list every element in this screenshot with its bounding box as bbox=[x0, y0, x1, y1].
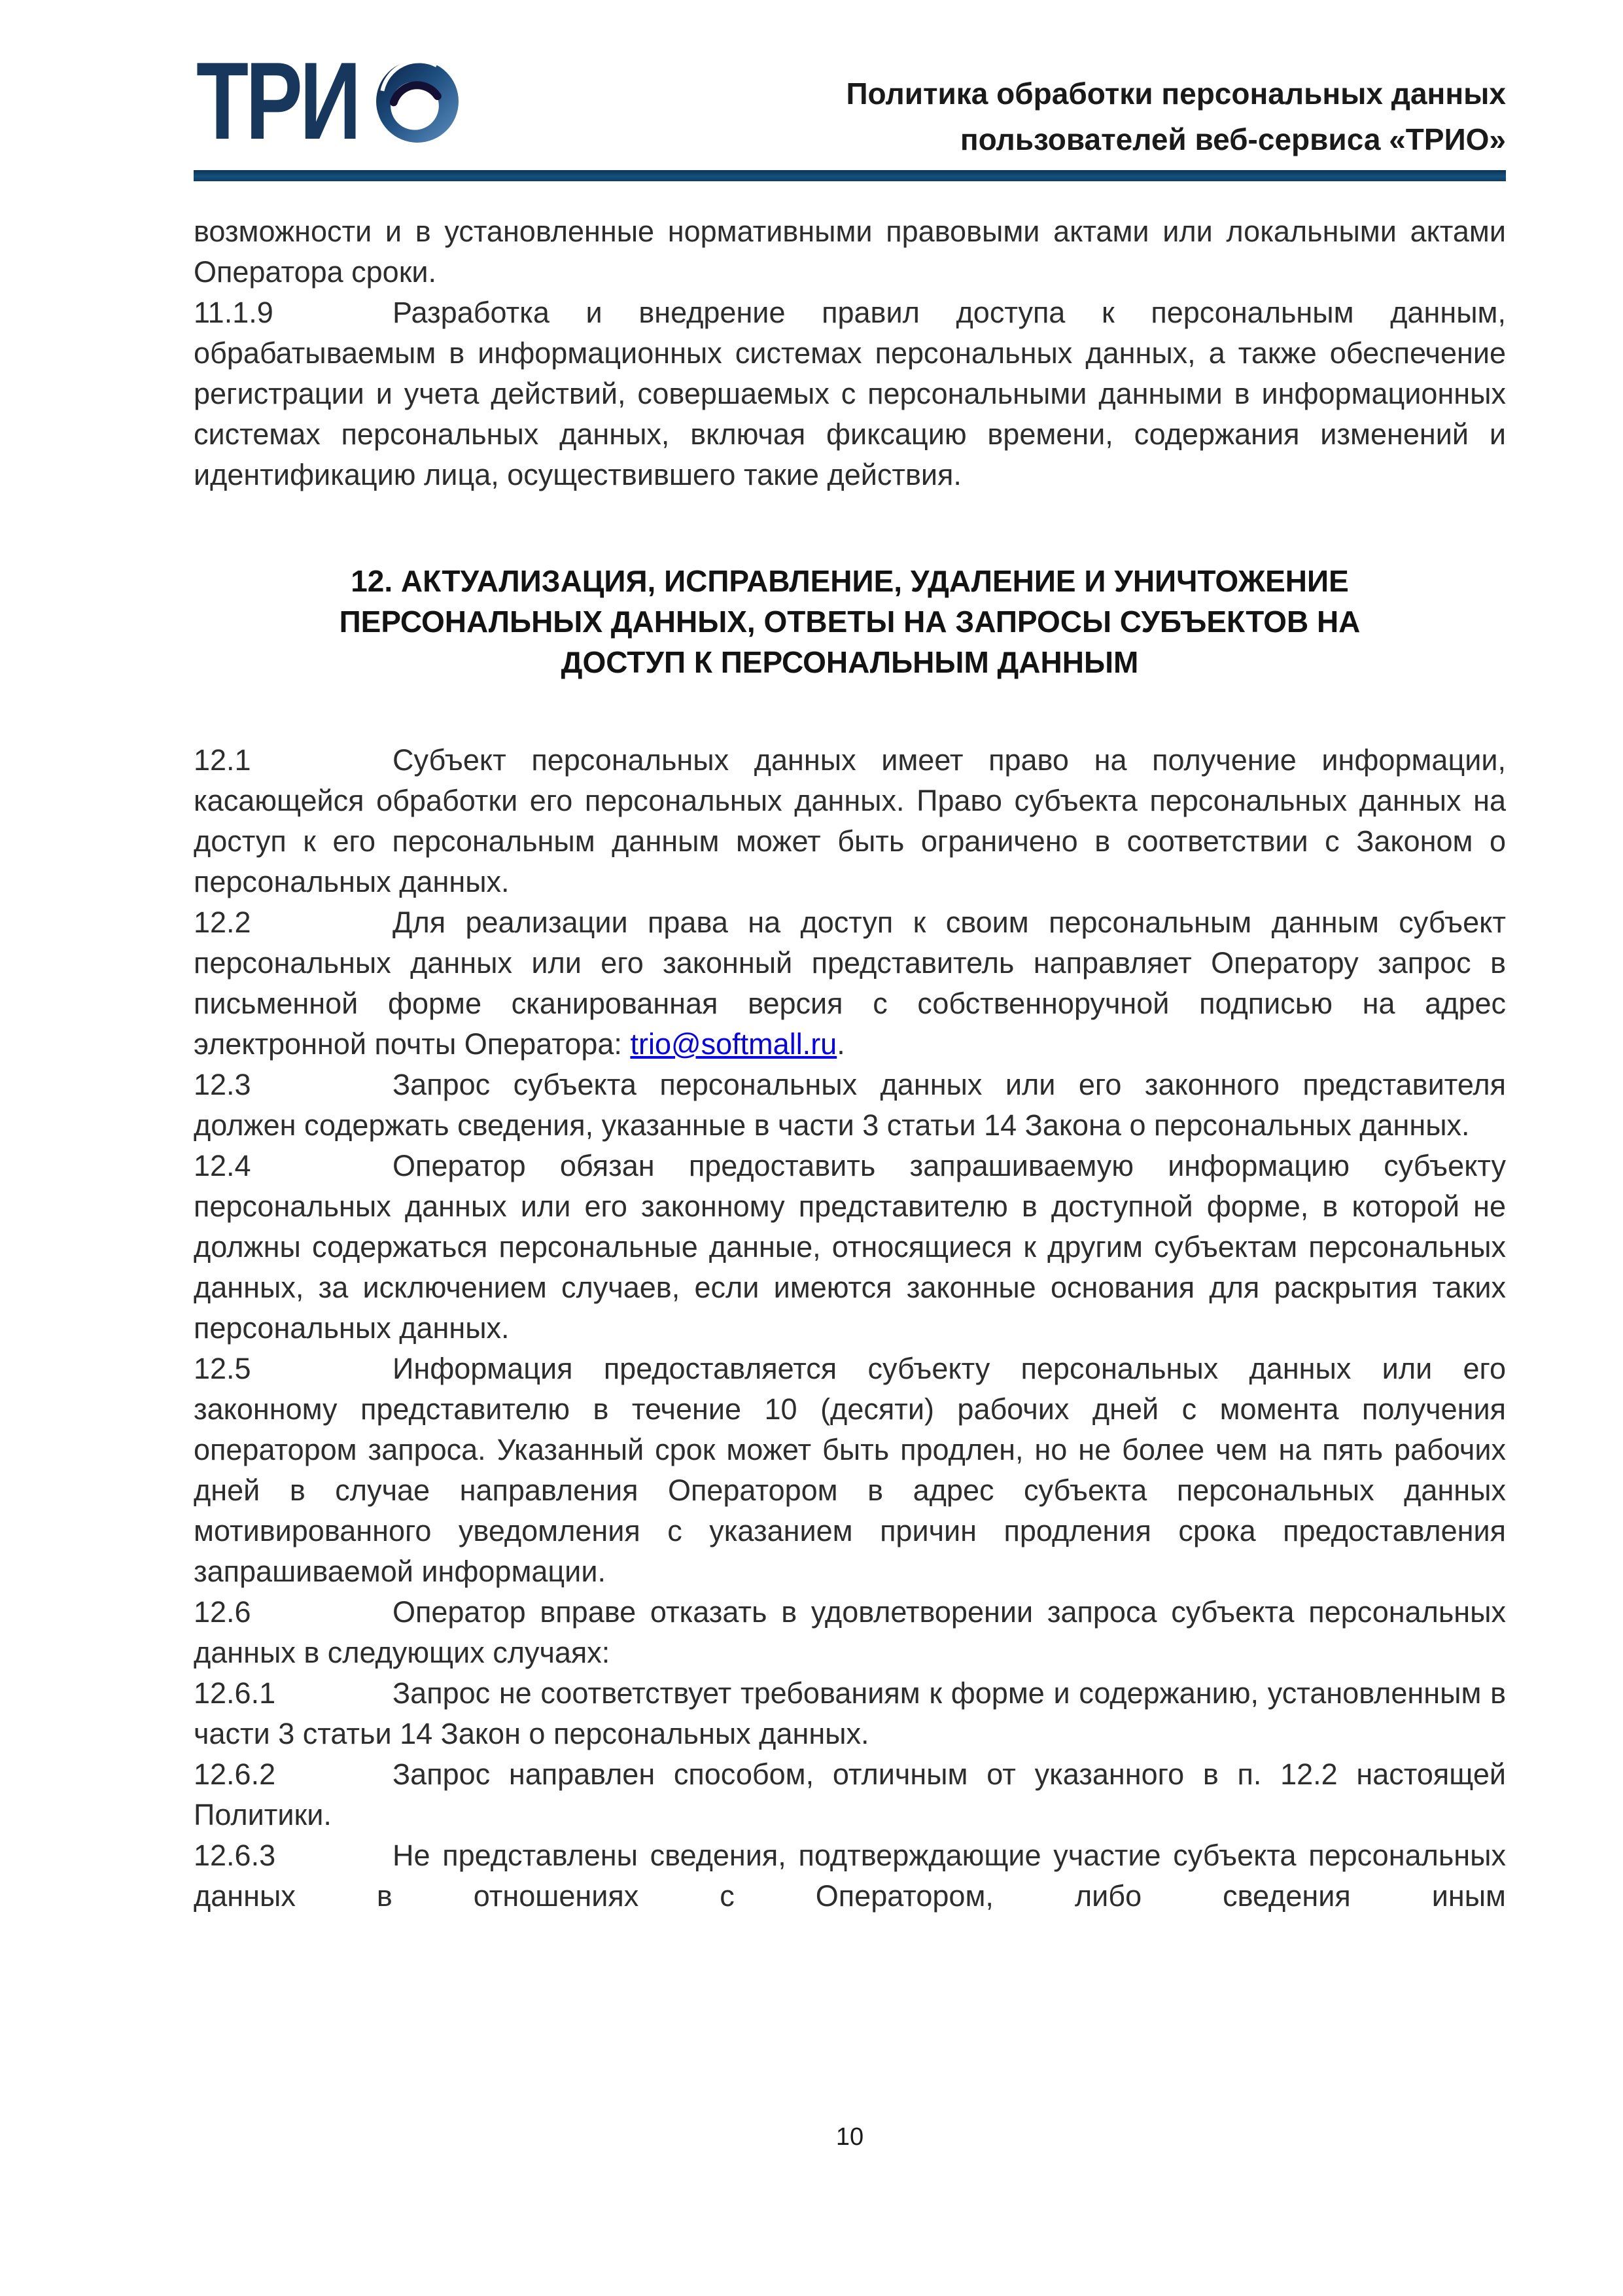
clause-text: возможности и в установленные нормативными правовыми актами или локальными актами Оператора сроки. bbox=[194, 215, 1506, 289]
clause-number: 12.6.1 bbox=[194, 1676, 276, 1710]
clause-text: Не представлены сведения, подтверждающие участие субъекта персональных данных в отношениях с Оператором, либо сведения иным bbox=[194, 1839, 1506, 1913]
page-number: 10 bbox=[835, 2123, 864, 2151]
clause-number: 12.2 bbox=[194, 906, 251, 939]
email-link[interactable]: trio@softmall.ru bbox=[630, 1027, 837, 1061]
clause-number: 11.1.9 bbox=[194, 296, 273, 329]
clause-text: Для реализации права на доступ к своим персональным данным субъект персональных данных или его законный представитель направляет Оператору запрос в письменной форме сканированная версия с собственноручной подписью на адрес электронной почты Оператора: bbox=[194, 906, 1506, 1061]
paragraph-11-1-9 bbox=[194, 292, 1506, 495]
clause-number: 12.5 bbox=[194, 1352, 251, 1385]
paragraph-continuation bbox=[194, 211, 1506, 292]
header-divider bbox=[194, 170, 1506, 181]
paragraph-12-3 bbox=[194, 1065, 1506, 1146]
section-12-heading-line-1: 12. АКТУАЛИЗАЦИЯ, ИСПРАВЛЕНИЕ, УДАЛЕНИЕ И УНИЧТОЖЕНИЕ bbox=[351, 564, 1349, 598]
clause-text: Запрос субъекта персональных данных или его законного представителя должен содержать сведения, указанные в части 3 статьи 14 Закона о персональных данных. bbox=[194, 1068, 1506, 1142]
paragraph-12-6 bbox=[194, 1592, 1506, 1673]
paragraph-12-6-3 bbox=[194, 1835, 1506, 1916]
document-title-line-1: Политика обработки персональных данных bbox=[846, 77, 1506, 111]
paragraph-12-4 bbox=[194, 1146, 1506, 1349]
document-title-line-2: пользователей веб-сервиса «ТРИО» bbox=[960, 122, 1506, 156]
clause-text: Субъект персональных данных имеет право на получение информации, касающейся обработки его персональных данных. Право субъекта персональных данных на доступ к его персональным данным может быть ограничено в соответствии с Законом о персональных данных. bbox=[194, 743, 1506, 898]
clause-text-after-link: . bbox=[837, 1027, 845, 1061]
clause-text: Информация предоставляется субъекту персональных данных или его законному представителю в течение 10 (десяти) рабочих дней с момента получения оператором запроса. Указанный срок может быть продлен, но не более чем на пять рабочих дней в случае направления Оператором в адрес субъекта персональных данных мотивированного уведомления с указанием причин продления срока предоставления запрашиваемой информации. bbox=[194, 1352, 1506, 1588]
document-body bbox=[194, 211, 1506, 1916]
clause-number: 12.6.3 bbox=[194, 1839, 276, 1872]
paragraph-12-6-1 bbox=[194, 1673, 1506, 1754]
section-12-heading-line-3: ДОСТУП К ПЕРСОНАЛЬНЫМ ДАННЫМ bbox=[561, 645, 1139, 679]
clause-text: Оператор обязан предоставить запрашиваемую информацию субъекту персональных данных или его законному представителю в доступной форме, в которой не должны содержаться персональные данные, относящиеся к другим субъектам персональных данных, за исключением случаев, если имеются законные основания для раскрытия таких персональных данных. bbox=[194, 1149, 1506, 1345]
paragraph-12-6-2 bbox=[194, 1754, 1506, 1835]
clause-number: 12.4 bbox=[194, 1149, 251, 1182]
clause-text: Запрос не соответствует требованиям к форме и содержанию, установленным в части 3 статьи 14 Закон о персональных данных. bbox=[194, 1676, 1506, 1750]
logo-o-swirl-icon bbox=[374, 58, 461, 145]
paragraph-12-2 bbox=[194, 902, 1506, 1065]
clause-number: 12.3 bbox=[194, 1068, 251, 1101]
clause-number: 12.6 bbox=[194, 1595, 251, 1629]
clause-text: Оператор вправе отказать в удовлетворении запроса субъекта персональных данных в следующих случаях: bbox=[194, 1595, 1506, 1669]
trio-logo bbox=[196, 39, 461, 162]
section-12-heading bbox=[218, 561, 1481, 682]
clause-text: Разработка и внедрение правил доступа к персональным данным, обрабатываемым в информационных системах персональных данных, а также обеспечение регистрации и учета действий, совершаемых с персональными данными в информационных системах персональных данных, включая фиксацию времени, содержания изменений и идентификацию лица, осуществившего такие действия. bbox=[194, 296, 1506, 491]
document-title bbox=[846, 71, 1506, 162]
logo-letters: ТРИ bbox=[196, 39, 358, 162]
section-12-heading-line-2: ПЕРСОНАЛЬНЫХ ДАННЫХ, ОТВЕТЫ НА ЗАПРОСЫ СУБЪЕКТОВ НА bbox=[339, 605, 1361, 639]
clause-text: Запрос направлен способом, отличным от указанного в п. 12.2 настоящей Политики. bbox=[194, 1757, 1506, 1831]
clause-number: 12.6.2 bbox=[194, 1757, 276, 1791]
paragraph-12-5 bbox=[194, 1349, 1506, 1592]
clause-number: 12.1 bbox=[194, 743, 251, 777]
page-footer bbox=[194, 2122, 1506, 2152]
paragraph-12-1 bbox=[194, 740, 1506, 902]
